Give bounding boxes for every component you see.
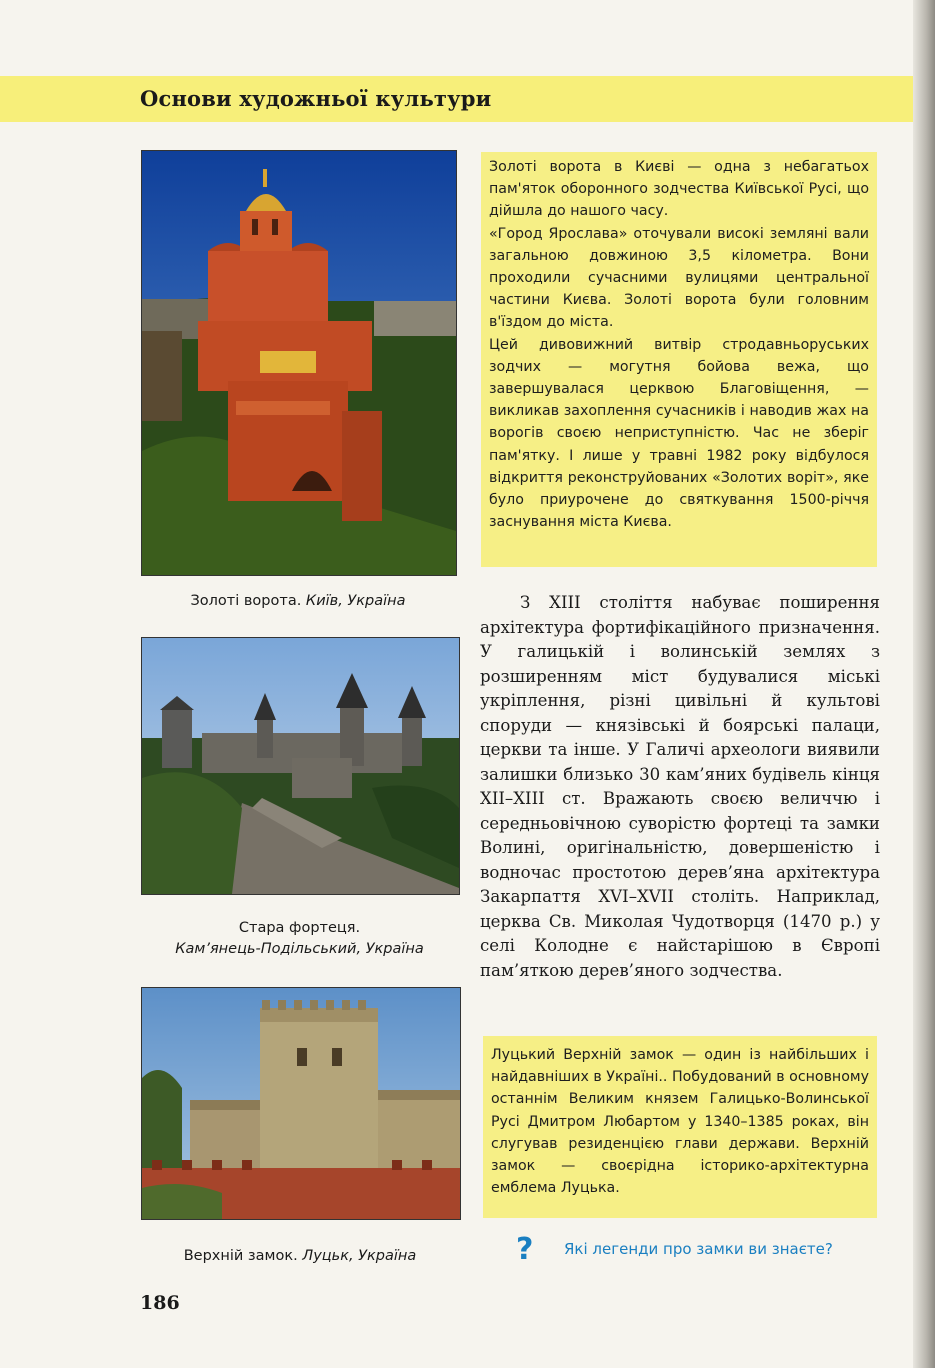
- caption-location: Кам’янець-Подільський, Україна: [175, 941, 424, 957]
- caption-lutsk-castle: [141, 1246, 459, 1267]
- question-text: Які легенди про замки ви знаєте?: [564, 1240, 833, 1258]
- question-prompt: [516, 1232, 876, 1268]
- caption-location: Київ, Україна: [305, 593, 406, 609]
- caption-golden-gate: [141, 591, 455, 612]
- running-header: Основи художньої культури: [140, 86, 492, 111]
- info-box-golden-gate: [481, 152, 877, 567]
- info-paragraph: Цей дивовижний витвір стродавньоруських зодчих — могутня бойова вежа, що завершувалася церквою Благовіщення, — викликав захоплення сучасників і наводив жах на ворогів своєю неприступністю. Час не зберіг пам'ятку. І лише у травні 1982 року відбулося відкриття реконструйованих «Золотих воріт», яке було приурочене до святкування 1500-річчя заснування міста Києва.: [489, 336, 869, 531]
- page-number: 186: [140, 1292, 180, 1314]
- caption-place: Стара фортеця.: [238, 920, 361, 936]
- photo-lutsk-castle: [141, 987, 461, 1220]
- caption-place: Золоті ворота.: [190, 593, 302, 609]
- caption-location: Луцьк, Україна: [302, 1248, 417, 1264]
- photo-golden-gate: [141, 150, 457, 576]
- caption-old-fortress: [141, 918, 458, 960]
- info-box-lutsk-castle: [483, 1036, 877, 1218]
- main-body-text: [480, 591, 880, 983]
- info-paragraph: «Город Ярослава» оточували високі земляні вали загальною довжиною 3,5 кілометра. Вони проходили сучасними вулицями центральної частини Києва. Золоті ворота були головним в'їздом до міста.: [489, 225, 869, 331]
- info-paragraph: Золоті ворота в Києві — одна з небагатьох пам'яток оборонного зодчества Київської Русі, що дійшла до нашого часу.: [489, 159, 869, 220]
- page-binding-edge: [913, 0, 935, 1368]
- info-paragraph: Луцький Верхній замок — один із найбільших і найдавніших в Україні.. Побудований в основному останнім Великим князем Галицько-Волинської Русі Дмитром Любартом у 1340–1385 роках, він слугував резиденцією глави держави. Верхній замок — своєрідна історико-архітектурна емблема Луцька.: [491, 1047, 869, 1197]
- caption-place: Верхній замок.: [183, 1248, 298, 1264]
- body-paragraph: З XIII століття набуває поширення архітектура фортифікаційного призначення. У галицькій і волинській землях з розширенням міст будувалися міські укріплення, різні цивільні й культові споруди — князівські й боярські палаци, церкви та інше. У Галичі археологи виявили залишки близько 30 кам’яних будівель кінця XII–XIII ст. Вражають своєю величчю і середньовічною суворістю фортеці та замки Волині, оригінальністю, довершеністю і водночас простотою дерев’яна архітектура Закарпаття XVI–XVII століть. Наприклад, церква Св. Миколая Чудотворця (1470 р.) у селі Колодне є найстарішою в Європі пам’яткою дерев’яного зодчества.: [480, 593, 880, 980]
- question-mark-icon: ?: [516, 1232, 534, 1267]
- photo-old-fortress: [141, 637, 460, 895]
